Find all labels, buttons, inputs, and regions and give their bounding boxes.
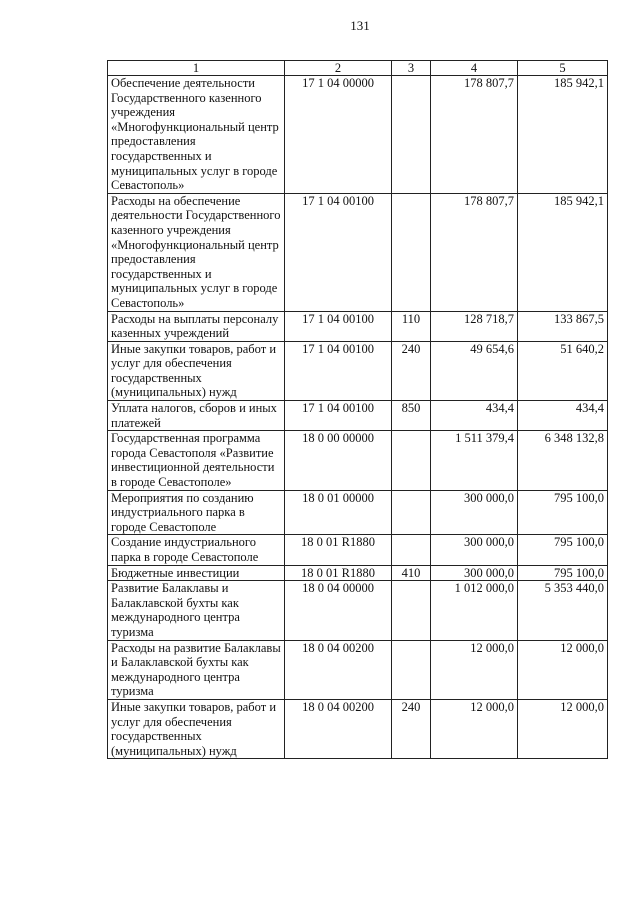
column-header-4: 4 xyxy=(431,61,518,76)
row-expense-type: 240 xyxy=(392,341,431,400)
row-code: 18 0 01 R1880 xyxy=(285,535,392,565)
row-name: Бюджетные инвестиции xyxy=(108,565,285,581)
row-name: Расходы на развитие Балаклавы и Балаклавской бухты как международного центра туризма xyxy=(108,640,285,699)
row-code: 18 0 04 00200 xyxy=(285,699,392,758)
row-value-5: 133 867,5 xyxy=(518,311,608,341)
row-code: 18 0 00 00000 xyxy=(285,431,392,490)
table-row xyxy=(108,565,608,581)
column-header-2: 2 xyxy=(285,61,392,76)
row-value-5: 6 348 132,8 xyxy=(518,431,608,490)
row-code: 17 1 04 00100 xyxy=(285,311,392,341)
row-expense-type: 410 xyxy=(392,565,431,581)
row-value-4: 12 000,0 xyxy=(431,640,518,699)
row-value-4: 1 012 000,0 xyxy=(431,581,518,640)
table-row xyxy=(108,193,608,311)
row-name: Государственная программа города Севастополя «Развитие инвестиционной деятельности в городе Севастополе» xyxy=(108,431,285,490)
row-value-4: 300 000,0 xyxy=(431,490,518,535)
column-header-3: 3 xyxy=(392,61,431,76)
table-row xyxy=(108,311,608,341)
row-expense-type: 850 xyxy=(392,401,431,431)
table-row xyxy=(108,581,608,640)
row-value-4: 300 000,0 xyxy=(431,535,518,565)
row-expense-type: 110 xyxy=(392,311,431,341)
row-name: Расходы на выплаты персоналу казенных учреждений xyxy=(108,311,285,341)
row-value-4: 128 718,7 xyxy=(431,311,518,341)
row-code: 17 1 04 00100 xyxy=(285,401,392,431)
row-value-4: 49 654,6 xyxy=(431,341,518,400)
row-value-4: 434,4 xyxy=(431,401,518,431)
row-value-5: 185 942,1 xyxy=(518,76,608,194)
row-name: Иные закупки товаров, работ и услуг для обеспечения государственных (муниципальных) нужд xyxy=(108,341,285,400)
row-value-4: 1 511 379,4 xyxy=(431,431,518,490)
row-expense-type xyxy=(392,193,431,311)
row-code: 18 0 01 R1880 xyxy=(285,565,392,581)
table-row xyxy=(108,535,608,565)
row-expense-type xyxy=(392,431,431,490)
row-value-5: 12 000,0 xyxy=(518,640,608,699)
row-value-5: 434,4 xyxy=(518,401,608,431)
table-row xyxy=(108,699,608,758)
row-code: 17 1 04 00100 xyxy=(285,341,392,400)
row-expense-type xyxy=(392,490,431,535)
row-expense-type xyxy=(392,76,431,194)
row-value-5: 795 100,0 xyxy=(518,535,608,565)
row-value-4: 12 000,0 xyxy=(431,699,518,758)
table-row xyxy=(108,640,608,699)
table-row xyxy=(108,76,608,194)
row-code: 18 0 01 00000 xyxy=(285,490,392,535)
row-expense-type xyxy=(392,581,431,640)
row-code: 18 0 04 00200 xyxy=(285,640,392,699)
row-name: Развитие Балаклавы и Балаклавской бухты как международного центра туризма xyxy=(108,581,285,640)
row-name: Уплата налогов, сборов и иных платежей xyxy=(108,401,285,431)
row-name: Создание индустриального парка в городе Севастополе xyxy=(108,535,285,565)
row-expense-type xyxy=(392,535,431,565)
table-row xyxy=(108,341,608,400)
table-row xyxy=(108,431,608,490)
page-number: 131 xyxy=(350,18,370,33)
row-value-5: 51 640,2 xyxy=(518,341,608,400)
row-name: Мероприятия по созданию индустриального парка в городе Севастополе xyxy=(108,490,285,535)
row-value-4: 300 000,0 xyxy=(431,565,518,581)
row-name: Обеспечение деятельности Государственного казенного учреждения «Многофункциональный центр предоставления государственных и муниципальных услуг в городе Севастополь» xyxy=(108,76,285,194)
row-value-5: 12 000,0 xyxy=(518,699,608,758)
row-value-5: 795 100,0 xyxy=(518,490,608,535)
row-expense-type: 240 xyxy=(392,699,431,758)
row-name: Иные закупки товаров, работ и услуг для обеспечения государственных (муниципальных) нужд xyxy=(108,699,285,758)
table-row xyxy=(108,490,608,535)
column-header-5: 5 xyxy=(518,61,608,76)
row-value-5: 795 100,0 xyxy=(518,565,608,581)
row-value-5: 185 942,1 xyxy=(518,193,608,311)
row-value-5: 5 353 440,0 xyxy=(518,581,608,640)
row-expense-type xyxy=(392,640,431,699)
row-code: 17 1 04 00100 xyxy=(285,193,392,311)
row-name: Расходы на обеспечение деятельности Государственного казенного учреждения «Многофункциональный центр предоставления государственных и муниципальных услуг в городе Севастополь» xyxy=(108,193,285,311)
column-header-1: 1 xyxy=(108,61,285,76)
table-row xyxy=(108,401,608,431)
table-header-row xyxy=(108,61,608,76)
row-code: 18 0 04 00000 xyxy=(285,581,392,640)
row-value-4: 178 807,7 xyxy=(431,76,518,194)
row-value-4: 178 807,7 xyxy=(431,193,518,311)
budget-table xyxy=(107,60,608,759)
row-code: 17 1 04 00000 xyxy=(285,76,392,194)
